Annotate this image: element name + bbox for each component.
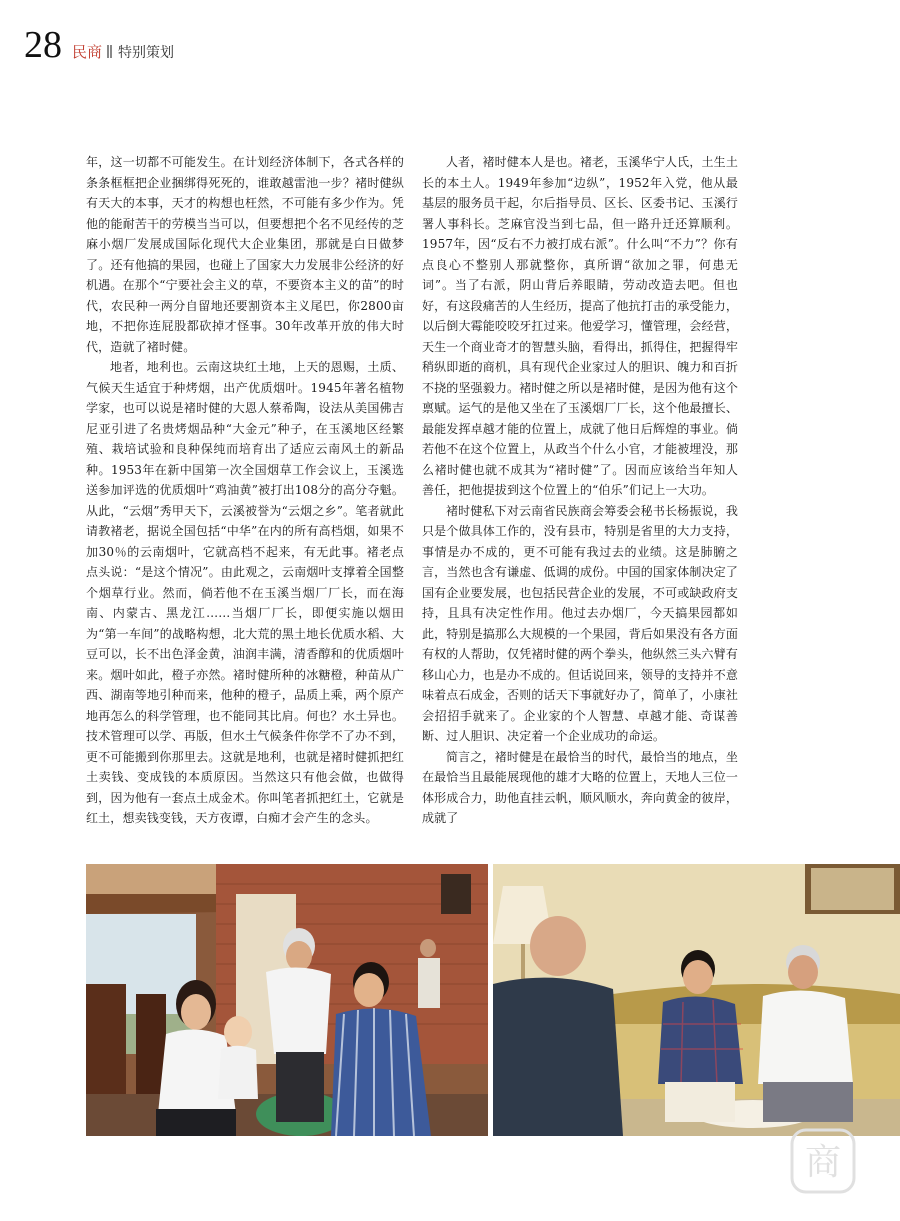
- page-header: [24, 26, 174, 66]
- photo-three-men-seated: [493, 864, 900, 1136]
- article-column-left: [86, 152, 404, 829]
- page-number: 28: [24, 24, 62, 66]
- magazine-logo: [790, 1128, 856, 1194]
- photo-family-veranda: [86, 864, 488, 1136]
- article-paragraph: 地者，地利也。云南这块红土地，上天的恩赐，土质、气候天生适宜于种烤烟，出产优质烟叶。1945年著名植物学家，也可以说是褚时健的大恩人蔡希陶，设法从美国佛吉尼亚引进了名贵烤烟品种“大金元”种子，在玉溪地区经繁殖、栽培试验和良种保纯而培育出了适应云南风土的新品种。1953年在新中国第一次全国烟草工作会议上，玉溪选送参加评选的优质烟叶“鸡油黄”被打出108分的高分夺魁。从此，“云烟”秀甲天下，云溪被誉为“云烟之乡”。笔者就此请教褚老，据说全国包括“中华”在内的所有高档烟，如果不加30％的云南烟叶，它就高档不起来，有无此事。褚老点点头说：“是这个情况”。由此观之，云南烟叶支撑着全国整个烟草行业。然而，倘若他不在玉溪当烟厂厂长，而在海南、内蒙古、黑龙江……当烟厂厂长，即便实施以烟田为“第一车间”的战略构想，北大荒的黑土地长优质水稻、大豆可以，长不出色泽金黄，油润丰满，清香醇和的优质烟叶来。烟叶如此，橙子亦然。褚时健所种的冰糖橙，种苗从广西、湖南等地引种而来，他种的橙子，品质上乘，两个原产地再怎么的科学管理，也不能同其比肩。何也？水土异也。技术管理可以学、再版，但水土气候条件你学不了办不到，更不可能搬到你那里去。这就是地利，也就是褚时健抓把红土卖钱、变成钱的本质原因。当然这只有他会做，也做得到，因为他有一套点土成金术。你叫笔者抓把红土，它就是红土，想卖钱变钱，天方夜谭，白痴才会产生的念头。: [86, 360, 404, 825]
- article-paragraph: 简言之，褚时健是在最恰当的时代，最恰当的地点，坐在最恰当且最能展现他的雄才大略的位置上，天地人三位一体形成合力，助他直挂云帆，顺风顺水，奔向黄金的彼岸，成就了: [422, 749, 738, 825]
- header-divider: [107, 45, 109, 58]
- magazine-brand: 民商: [72, 43, 103, 61]
- article-paragraph: 人者，褚时健本人是也。褚老，玉溪华宁人氏，土生土长的本土人。1949年参加“边纵”，1952年入党，他从最基层的服务员干起，尔后指导员、区长、区委书记、玉溪行署人事科长。芝麻官没当到七品，但一路升迁还算顺利。1957年，因“反右不力被打成右派”。什么叫“不力”？你有点良心不整别人那就整你，真所谓“欲加之罪，何患无词”。当了右派，阴山背后养眼睛，劳动改造去吧。但也好，有这段痛苦的人生经历，提高了他抗打击的承受能力，以后倒大霉能咬咬牙扛过来。他爱学习，懂管理，会经营，天生一个商业奇才的智慧头脑，看得出，抓得住，把握得牢稍纵即逝的商机，具有现代企业家过人的胆识、魄力和百折不挠的坚强毅力。褚时健之所以是褚时健，是因为他有这个禀赋。运气的是他又坐在了玉溪烟厂厂长，这个他最擅长、最能发挥卓越才能的位置上，成就了他日后辉煌的事业。倘若他不在这个位置上，从政当个什么小官，才能被埋没，那么褚时健也就不成其为“褚时健”了。因而应该给当年知人善任，把他提拔到这个位置上的“伯乐”们记上一大功。: [422, 155, 738, 497]
- article-paragraph: 褚时健私下对云南省民族商会筹委会秘书长杨振说，我只是个做具体工作的，没有县市，特别是省里的大力支持，事情是办不成的，更不可能有我过去的业绩。这是肺腑之言，当然也含有谦虚、低调的成份。中国的国家体制决定了国有企业要发展，也包括民营企业的发展，不可或缺政府支持，且具有决定性作用。他过去办烟厂，今天搞果园都如此，特别是搞那么大规模的一个果园，背后如果没有各方面有权的人帮助，仅凭褚时健的两个拳头，他纵然三头六臂有移山心力，也是办不成的。但话说回来，领导的支持并不意味着点石成金，否则的话天下事就好办了，简单了，小康社会招招手就来了。企业家的个人智慧、卓越才能、奇谋善断、过人胆识、决定着一个企业成功的命运。: [422, 503, 738, 743]
- article-column-right: [422, 152, 738, 829]
- logo-glyph: 商: [804, 1142, 842, 1183]
- section-title: 特别策划: [118, 45, 175, 61]
- article-paragraph: 年，这一切都不可能发生。在计划经济体制下，各式各样的条条框框把企业捆绑得死死的，谁敢越雷池一步？褚时健纵有天大的本事，天才的构想也枉然，不可能有多少作为。凭他的能耐苦干的劳模当当可以，但要想把个名不见经传的芝麻小烟厂发展成国际化现代大企业集团，那就是白日做梦了。还有他搞的果园，也碰上了国家大力发展非公经济的好机遇。在那个“宁要社会主义的草，不要资本主义的苗”的时代，农民种一两分自留地还要割资本主义尾巴，你2800亩地，不把你连屁股都砍掉才怪事。30年改革开放的伟大时代，造就了褚时健。: [86, 155, 404, 354]
